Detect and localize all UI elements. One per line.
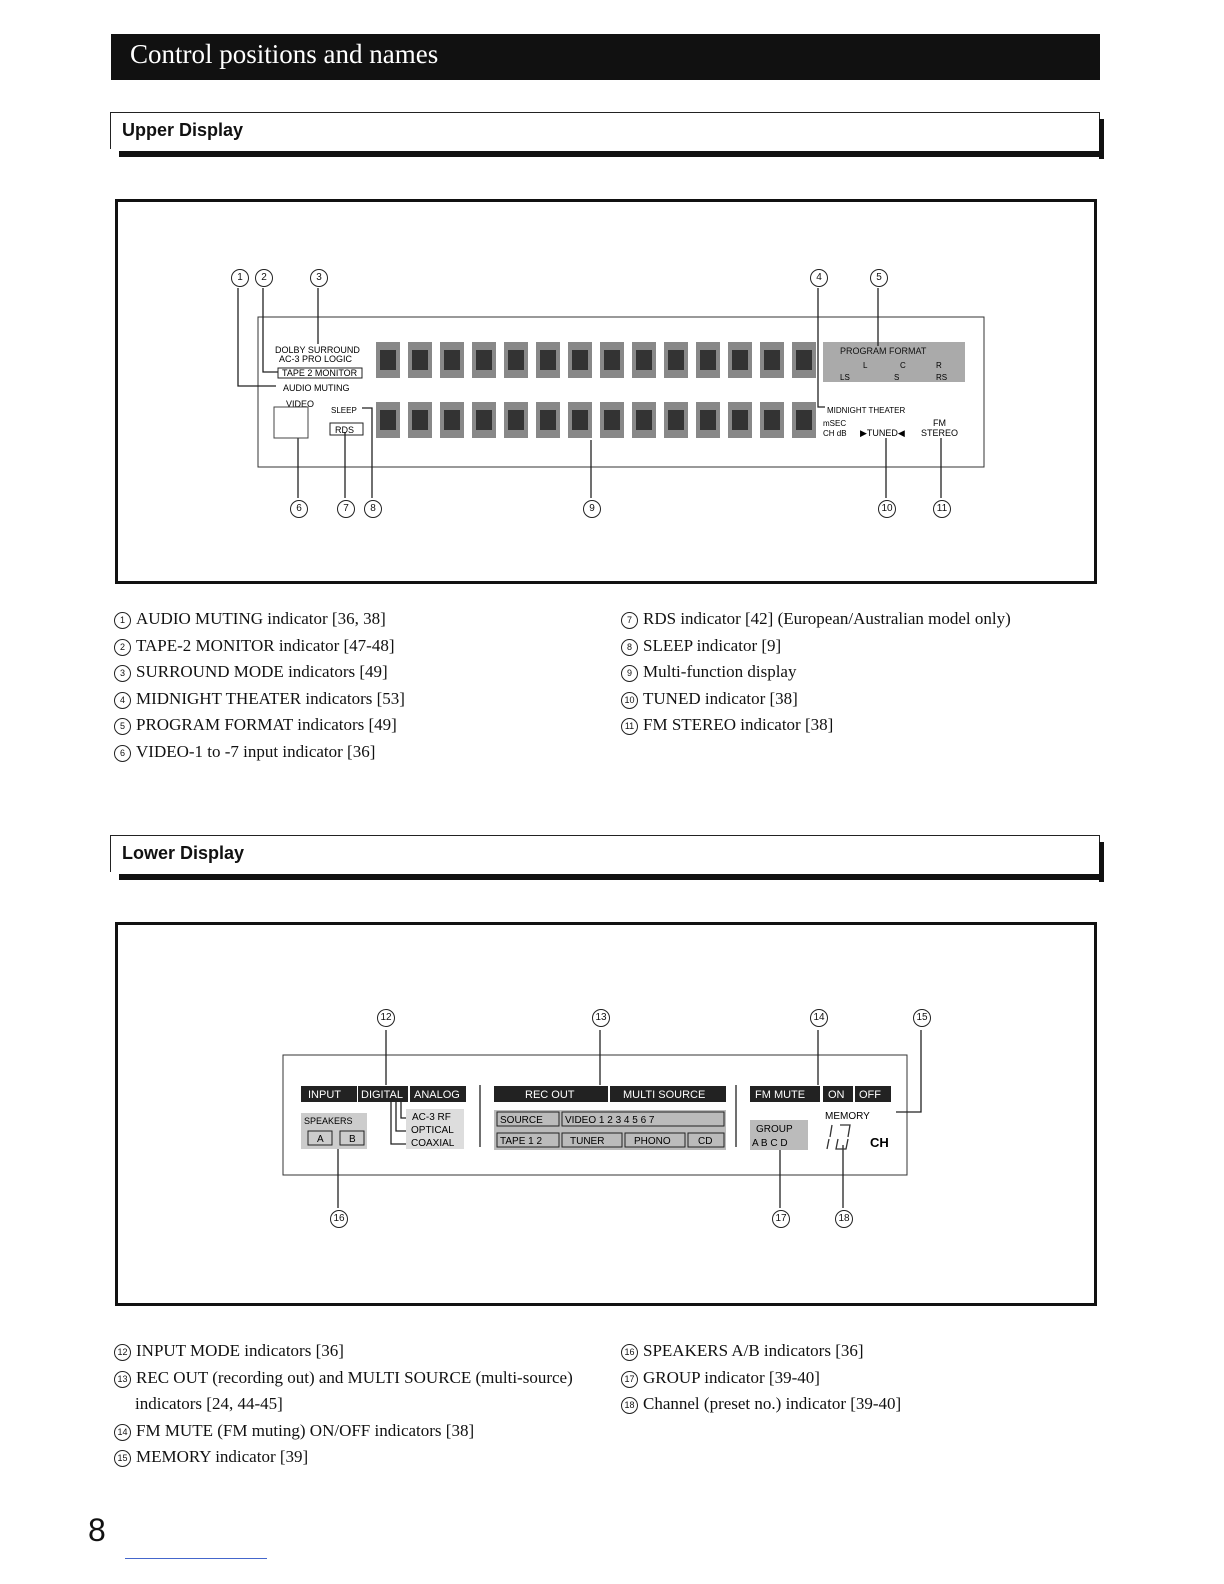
upper-captions-right	[621, 606, 1011, 739]
video-digit-box	[274, 407, 308, 438]
caption-text: RDS indicator [42] (European/Australian model only)	[643, 609, 1011, 628]
tuner-label: TUNER	[570, 1136, 605, 1147]
caption-number: 10	[621, 692, 638, 709]
display-character-segment	[764, 410, 780, 430]
digital-label: DIGITAL	[361, 1089, 403, 1101]
upper-display-heading-box	[110, 112, 1100, 149]
video-label: VIDEO	[286, 399, 315, 409]
channel-digit	[827, 1125, 850, 1149]
caption-text: REC OUT (recording out) and MULTI SOURCE (multi-source)	[136, 1367, 573, 1387]
caption-item	[114, 1444, 573, 1471]
caption-item	[621, 1365, 901, 1392]
caption-text: PROGRAM FORMAT indicators [49]	[136, 715, 397, 735]
ac3rf-label: AC-3 RF	[412, 1112, 451, 1123]
speakers-label: SPEAKERS	[304, 1116, 353, 1126]
ch-label: CH	[870, 1135, 889, 1150]
caption-number: 18	[621, 1397, 638, 1414]
display-character-segment	[700, 350, 716, 370]
display-character-segment	[636, 410, 652, 430]
tape-label: TAPE 1 2	[500, 1136, 543, 1147]
caption-item	[621, 1338, 901, 1365]
leader-1	[238, 288, 276, 386]
rds-label: RDS	[335, 425, 355, 435]
caption-item	[621, 1391, 901, 1418]
caption-item	[114, 606, 405, 633]
caption-number: 2	[114, 639, 131, 656]
display-character-segment	[636, 350, 652, 370]
leader-8	[362, 408, 372, 498]
fm-mute-label: FM MUTE	[755, 1089, 806, 1101]
display-character-segment	[668, 410, 684, 430]
callout-1: 1	[231, 269, 249, 287]
caption-text: MEMORY indicator [39]	[136, 1447, 309, 1467]
display-character-segment	[668, 350, 684, 370]
caption-item	[621, 633, 1011, 660]
callout-12: 12	[377, 1009, 395, 1027]
pf-r: R	[936, 361, 942, 370]
upper-display-diagram	[118, 202, 1094, 581]
caption-text: FM STEREO indicator [38]	[643, 715, 834, 735]
program-format-label: PROGRAM FORMAT	[840, 346, 927, 356]
caption-item	[114, 633, 405, 660]
midnight-theater-label: MIDNIGHT THEATER	[827, 406, 906, 415]
group-label: GROUP	[756, 1124, 793, 1135]
caption-number: 17	[621, 1371, 638, 1388]
caption-number: 15	[114, 1450, 131, 1467]
ac3-pro-logic-label: AC-3 PRO LOGIC	[279, 354, 353, 364]
pf-ls: LS	[840, 373, 850, 382]
upper-panel-outline	[258, 317, 984, 467]
caption-number: 8	[621, 639, 638, 656]
lower-captions-right	[621, 1338, 901, 1418]
input-label: INPUT	[308, 1089, 341, 1101]
callout-5: 5	[870, 269, 888, 287]
caption-item	[114, 1365, 573, 1392]
callout-4: 4	[810, 269, 828, 287]
upper-display-heading: Upper Display	[122, 120, 244, 140]
caption-text: GROUP indicator [39-40]	[643, 1367, 820, 1387]
display-character-segment	[572, 410, 588, 430]
caption-text: Multi-function display	[643, 662, 797, 682]
display-character-segment	[476, 410, 492, 430]
caption-number: 13	[114, 1371, 131, 1388]
display-character-segment	[508, 350, 524, 370]
lower-display-heading-box	[110, 835, 1100, 872]
lower-captions-left	[114, 1338, 573, 1471]
multi-function-display-row2	[376, 402, 816, 438]
pf-s: S	[894, 373, 900, 382]
display-character-segment	[508, 410, 524, 430]
display-character-segment	[732, 350, 748, 370]
lower-display-heading: Lower Display	[122, 843, 245, 863]
callout-7: 7	[337, 500, 355, 518]
pf-l: L	[863, 361, 868, 370]
caption-text: TUNED indicator [38]	[643, 688, 798, 708]
caption-number: 3	[114, 665, 131, 682]
callout-3: 3	[310, 269, 328, 287]
callout-14: 14	[810, 1009, 828, 1027]
caption-number: 4	[114, 692, 131, 709]
caption-item	[114, 659, 405, 686]
caption-text: INPUT MODE indicators [36]	[136, 1341, 344, 1360]
display-character-segment	[572, 350, 588, 370]
callout-15: 15	[913, 1009, 931, 1027]
cd-label: CD	[698, 1136, 713, 1147]
display-character-segment	[796, 350, 812, 370]
stereo-label: STEREO	[921, 428, 959, 438]
caption-number: 1	[114, 612, 131, 629]
speaker-a-label: A	[317, 1134, 324, 1145]
callout-8: 8	[364, 500, 382, 518]
caption-number: 11	[621, 718, 638, 735]
caption-number: 9	[621, 665, 638, 682]
callout-17: 17	[772, 1210, 790, 1228]
display-character-segment	[412, 350, 428, 370]
caption-item	[114, 739, 405, 766]
callout-6: 6	[290, 500, 308, 518]
display-character-segment	[540, 410, 556, 430]
pf-c: C	[900, 361, 906, 370]
caption-item	[114, 712, 405, 739]
display-character-segment	[476, 350, 492, 370]
display-character-segment	[796, 410, 812, 430]
optical-label: OPTICAL	[411, 1125, 454, 1136]
multi-source-label: MULTI SOURCE	[623, 1089, 706, 1101]
caption-text: TAPE-2 MONITOR indicator [47-48]	[136, 635, 395, 655]
upper-display-figure	[115, 199, 1097, 584]
source-label: SOURCE	[500, 1115, 543, 1126]
caption-item	[621, 606, 1011, 633]
analog-label: ANALOG	[414, 1089, 460, 1101]
tape2-monitor-label: TAPE 2 MONITOR	[282, 368, 358, 378]
leader-2	[263, 288, 278, 372]
caption-text: indicators [24, 44-45]	[135, 1394, 283, 1414]
video-numbers-label: VIDEO 1 2 3 4 5 6 7	[565, 1115, 655, 1126]
chdb-label: CH dB	[823, 429, 847, 438]
rec-out-label: REC OUT	[525, 1089, 575, 1101]
caption-text: SPEAKERS A/B indicators [36]	[643, 1341, 864, 1360]
pf-rs: RS	[936, 373, 948, 382]
on-label: ON	[828, 1089, 845, 1101]
display-character-segment	[604, 350, 620, 370]
memory-label: MEMORY	[825, 1111, 870, 1122]
display-character-segment	[444, 350, 460, 370]
display-character-segment	[380, 410, 396, 430]
page-title: Control positions and names	[130, 39, 439, 69]
display-character-segment	[604, 410, 620, 430]
group-abcd-label: A B C D	[752, 1138, 788, 1149]
display-character-segment	[540, 350, 556, 370]
caption-number: 16	[621, 1344, 638, 1361]
callout-16: 16	[330, 1210, 348, 1228]
caption-text: FM MUTE (FM muting) ON/OFF indicators [38]	[136, 1420, 475, 1440]
callout-10: 10	[878, 500, 896, 518]
msec-label: mSEC	[823, 419, 847, 428]
callout-2: 2	[255, 269, 273, 287]
caption-text: Channel (preset no.) indicator [39-40]	[643, 1394, 902, 1414]
caption-number: 6	[114, 745, 131, 762]
lower-display-diagram	[118, 925, 1094, 1303]
display-character-segment	[764, 350, 780, 370]
caption-item	[114, 1418, 573, 1445]
coaxial-label: COAXIAL	[411, 1138, 455, 1149]
lower-display-figure	[115, 922, 1097, 1306]
caption-item	[621, 659, 1011, 686]
callout-18: 18	[835, 1210, 853, 1228]
dolby-surround-label: DOLBY SURROUND	[275, 345, 360, 355]
caption-item	[114, 686, 405, 713]
caption-item	[114, 1391, 573, 1418]
caption-number: 14	[114, 1424, 131, 1441]
page-title-bar	[111, 34, 1100, 80]
caption-number: 12	[114, 1344, 131, 1361]
caption-number: 5	[114, 718, 131, 735]
upper-captions-left	[114, 606, 405, 766]
caption-item	[114, 1338, 573, 1365]
display-character-segment	[444, 410, 460, 430]
caption-number: 7	[621, 612, 638, 629]
fm-label: FM	[933, 418, 946, 428]
display-character-segment	[732, 410, 748, 430]
audio-muting-label: AUDIO MUTING	[283, 383, 350, 393]
caption-text: AUDIO MUTING indicator [36, 38]	[136, 609, 386, 628]
callout-11: 11	[933, 500, 951, 518]
speaker-b-label: B	[349, 1134, 356, 1145]
multi-function-display-row1	[376, 342, 816, 378]
phono-label: PHONO	[634, 1136, 671, 1147]
callout-13: 13	[592, 1009, 610, 1027]
display-character-segment	[700, 410, 716, 430]
caption-text: SURROUND MODE indicators [49]	[136, 662, 388, 682]
display-character-segment	[412, 410, 428, 430]
caption-text: SLEEP indicator [9]	[643, 635, 782, 655]
footer-rule	[125, 1558, 267, 1559]
caption-item	[621, 686, 1011, 713]
callout-9: 9	[583, 500, 601, 518]
caption-item	[621, 712, 1011, 739]
sleep-label: SLEEP	[331, 406, 357, 415]
caption-text: MIDNIGHT THEATER indicators [53]	[136, 688, 405, 708]
off-label: OFF	[859, 1089, 881, 1101]
display-character-segment	[380, 350, 396, 370]
tuned-label: ▶TUNED◀	[860, 428, 905, 438]
caption-text: VIDEO-1 to -7 input indicator [36]	[136, 741, 376, 761]
page-number: 8	[88, 1512, 106, 1548]
